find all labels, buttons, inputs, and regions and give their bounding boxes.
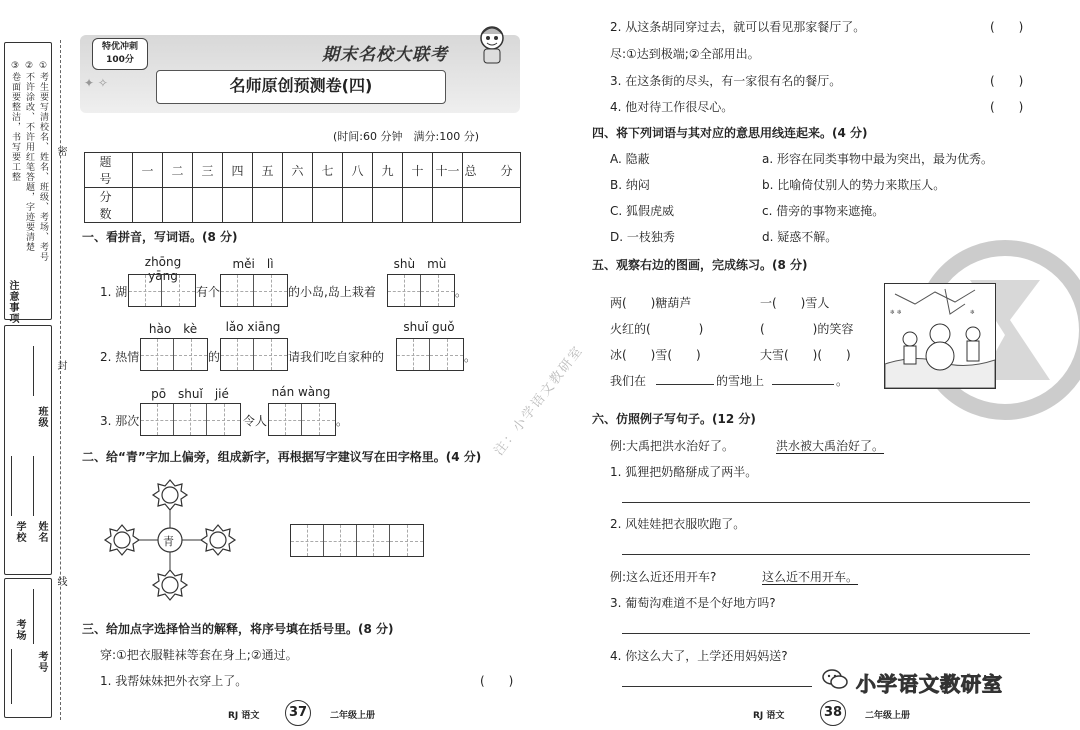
match-right-item[interactable]: d. 疑惑不解。 bbox=[762, 230, 838, 244]
match-right-item[interactable]: b. 比喻倚仗别人的势力来欺压人。 bbox=[762, 178, 946, 192]
score-cell: 九 bbox=[373, 153, 403, 188]
number-label: 考号 bbox=[36, 651, 47, 673]
q3-num: 3. 那次 bbox=[100, 414, 140, 428]
writing-grid[interactable] bbox=[128, 274, 196, 307]
score-table-header-row bbox=[85, 153, 521, 188]
footer-grade: 二年级上册 bbox=[330, 711, 376, 721]
score-input-cell[interactable] bbox=[223, 188, 253, 223]
score-input-cell[interactable] bbox=[343, 188, 373, 223]
fill-line[interactable] bbox=[772, 384, 834, 385]
score-cell: 四 bbox=[223, 153, 253, 188]
pinyin: pō shuǐ jié bbox=[151, 387, 229, 401]
footer-right bbox=[715, 700, 955, 724]
class-label: 班级 bbox=[36, 406, 47, 428]
footer-left bbox=[190, 700, 430, 724]
room-field[interactable] bbox=[11, 649, 12, 704]
sec3-q1: 1. 我帮妹妹把外衣穿上了。 bbox=[100, 674, 248, 688]
score-input-cell[interactable] bbox=[283, 188, 313, 223]
badge-line1: 特优冲刺 bbox=[101, 42, 138, 52]
section2-title: 二、给“青”字加上偏旁，组成新字，再根据写字建议写在田字格里。(4 分) bbox=[82, 450, 482, 464]
snow-scene-picture bbox=[884, 283, 996, 389]
score-input-cell[interactable] bbox=[373, 188, 403, 223]
match-left-item[interactable]: D. 一枝独秀 bbox=[610, 230, 675, 244]
score-cell: 二 bbox=[163, 153, 193, 188]
sec3-q3: 3. 在这条街的尽头，有一家很有名的餐厅。 bbox=[610, 74, 842, 88]
answer-paren[interactable]: ( ) bbox=[480, 674, 514, 688]
score-input-cell[interactable] bbox=[403, 188, 433, 223]
pinyin: shuǐ guǒ bbox=[403, 320, 455, 334]
writing-grid[interactable] bbox=[387, 274, 455, 307]
footer-subject: RJ 语文 bbox=[228, 711, 260, 721]
answer-line[interactable] bbox=[622, 502, 1030, 503]
answer-line[interactable] bbox=[622, 633, 1030, 634]
center-char: 青 bbox=[163, 535, 174, 548]
score-cell: 五 bbox=[253, 153, 283, 188]
example-1: 例:大禹把洪水治好了。 bbox=[610, 439, 735, 453]
footer-grade: 二年级上册 bbox=[865, 711, 911, 721]
footer-subject: RJ 语文 bbox=[753, 711, 785, 721]
page-title: 名师原创预测卷(四) bbox=[156, 70, 446, 104]
match-right-item[interactable]: a. 形容在同类事物中最为突出，最为优秀。 bbox=[762, 152, 993, 166]
match-right-item[interactable]: c. 借旁的事物来遮掩。 bbox=[762, 204, 885, 218]
score-input-cell[interactable] bbox=[313, 188, 343, 223]
info-box-exam bbox=[4, 578, 52, 718]
diagonal-watermark: 注：小学语文教研室 bbox=[491, 342, 587, 459]
score-input-cell[interactable] bbox=[193, 188, 223, 223]
match-left-item[interactable]: B. 纳闷 bbox=[610, 178, 650, 192]
binding-dashed-line bbox=[60, 40, 61, 720]
fill-item[interactable]: 火红的( ) bbox=[610, 322, 704, 336]
school-field[interactable] bbox=[11, 456, 12, 516]
name-label: 姓名 bbox=[36, 521, 47, 543]
jin-definition: 尽:①达到极端;②全部用出。 bbox=[610, 47, 760, 61]
writing-grid[interactable] bbox=[220, 274, 288, 307]
q1-end: 。 bbox=[455, 285, 468, 299]
answer-line[interactable] bbox=[622, 686, 812, 687]
q2-num: 2. 热情 bbox=[100, 350, 140, 364]
notice-text-3: ③卷面要整洁，书写要工整 bbox=[10, 61, 20, 182]
svg-text:❄: ❄ bbox=[970, 309, 976, 316]
section1-title: 一、看拼音，写词语。(8 分) bbox=[82, 230, 238, 244]
fill-text: 的雪地上 bbox=[716, 374, 765, 388]
badge-line2: 100分 bbox=[106, 55, 134, 65]
q1-text: 有个 bbox=[196, 285, 221, 299]
score-cell: 六 bbox=[283, 153, 313, 188]
chuan-definition: 穿:①把衣服鞋袜等套在身上;②通过。 bbox=[100, 648, 298, 662]
fill-text: 。 bbox=[836, 374, 849, 388]
wechat-watermark: 小学语文教研室 bbox=[856, 672, 1003, 696]
example-1-answer: 洪水被大禹治好了。 bbox=[776, 439, 885, 453]
badge bbox=[92, 38, 148, 70]
q3-text: 令人 bbox=[243, 414, 268, 428]
seal-mark-1: 密 bbox=[55, 146, 66, 157]
q3-end: 。 bbox=[336, 414, 349, 428]
name-field[interactable] bbox=[33, 456, 34, 516]
pinyin: nán wàng bbox=[271, 385, 331, 399]
sec6-q4: 4. 你这么大了，上学还用妈妈送? bbox=[610, 649, 788, 663]
writing-grid[interactable] bbox=[396, 338, 464, 371]
fill-item[interactable]: 冰( )雪( ) bbox=[610, 348, 701, 362]
score-cell: 总 分 bbox=[463, 153, 521, 188]
match-left-item[interactable]: A. 隐蔽 bbox=[610, 152, 650, 166]
q2-end: 。 bbox=[464, 350, 477, 364]
section6-title: 六、仿照例子写句子。(12 分) bbox=[592, 412, 756, 426]
fill-item[interactable]: 两( )糖葫芦 bbox=[610, 296, 692, 310]
score-input-cell[interactable] bbox=[253, 188, 283, 223]
example-2-answer: 这么近不用开车。 bbox=[762, 570, 859, 584]
answer-paren[interactable]: ( ) bbox=[990, 100, 1024, 114]
class-field[interactable] bbox=[33, 346, 34, 396]
brand-title: 期末名校大联考 bbox=[322, 45, 448, 65]
score-row-label: 分 数 bbox=[85, 188, 133, 223]
answer-line[interactable] bbox=[622, 554, 1030, 555]
writing-grid[interactable] bbox=[220, 338, 288, 371]
number-field[interactable] bbox=[33, 589, 34, 644]
section4-title: 四、将下列词语与其对应的意思用线连起来。(4 分) bbox=[592, 126, 868, 140]
pinyin: zhōng yāng bbox=[144, 255, 182, 283]
score-table-score-row bbox=[85, 188, 521, 223]
pinyin: shù mù bbox=[393, 257, 447, 271]
score-cell: 一 bbox=[133, 153, 163, 188]
fill-item[interactable]: ( )的笑容 bbox=[760, 322, 854, 336]
score-cell: 十一 bbox=[433, 153, 463, 188]
answer-paren[interactable]: ( ) bbox=[990, 74, 1024, 88]
score-cell: 十 bbox=[403, 153, 433, 188]
notice-box bbox=[4, 42, 52, 320]
wechat-icon bbox=[822, 668, 848, 690]
sec3-q2: 2. 从这条胡同穿过去，就可以看见那家餐厅了。 bbox=[610, 20, 866, 34]
notice-text-1: ①考生要写清校名、姓名、班级、考场、考号 bbox=[38, 61, 48, 262]
svg-text:❄ ❄: ❄ ❄ bbox=[890, 309, 902, 316]
answer-paren[interactable]: ( ) bbox=[990, 20, 1024, 34]
score-cell: 题 号 bbox=[85, 153, 133, 188]
score-table bbox=[84, 152, 521, 223]
time-info: (时间:60 分钟 满分:100 分) bbox=[333, 130, 479, 143]
score-cell: 七 bbox=[313, 153, 343, 188]
fill-item[interactable]: 一( )雪人 bbox=[760, 296, 830, 310]
seal-mark-3: 线 bbox=[55, 576, 66, 587]
fill-text: 我们在 bbox=[610, 374, 647, 388]
score-input-cell[interactable] bbox=[463, 188, 521, 223]
notice-label: 注意事项 bbox=[7, 280, 18, 324]
q2-text: 的 bbox=[208, 350, 221, 364]
q1-text: 的小岛,岛上栽着 bbox=[288, 285, 376, 299]
score-cell: 八 bbox=[343, 153, 373, 188]
q2-text: 请我们吃自家种的 bbox=[288, 350, 385, 364]
example-2: 例:这么近还用开车? bbox=[610, 570, 717, 584]
pinyin: hào kè bbox=[148, 322, 198, 336]
score-input-cell[interactable] bbox=[433, 188, 463, 223]
fill-line[interactable] bbox=[656, 384, 714, 385]
room-label: 考场 bbox=[14, 619, 25, 641]
writing-grid[interactable] bbox=[268, 403, 336, 436]
seal-mark-2: 封 bbox=[55, 360, 66, 371]
score-input-cell[interactable] bbox=[163, 188, 193, 223]
writing-grid[interactable] bbox=[140, 403, 241, 436]
school-label: 学校 bbox=[14, 521, 25, 543]
writing-grid[interactable] bbox=[290, 524, 424, 557]
sec6-q3: 3. 葡萄沟难道不是个好地方吗? bbox=[610, 596, 776, 610]
sec6-q2: 2. 风娃娃把衣服吹跑了。 bbox=[610, 517, 746, 531]
section5-title: 五、观察右边的图画，完成练习。(8 分) bbox=[592, 258, 808, 272]
info-box-class bbox=[4, 325, 52, 575]
match-left-item[interactable]: C. 狐假虎威 bbox=[610, 204, 675, 218]
page-number: 38 bbox=[820, 700, 846, 726]
page-number: 37 bbox=[285, 700, 311, 726]
mascot-icon bbox=[474, 24, 510, 66]
pinyin: měi lì bbox=[232, 257, 274, 271]
sec6-q1: 1. 狐狸把奶酪掰成了两半。 bbox=[610, 465, 758, 479]
fill-item[interactable]: 大雪( )( ) bbox=[760, 348, 851, 362]
section3-title: 三、给加点字选择恰当的解释，将序号填在括号里。(8 分) bbox=[82, 622, 394, 636]
notice-text-2: ②不许涂改、不许用红笔答题，字迹要清楚 bbox=[24, 61, 34, 252]
q1-num: 1. 湖 bbox=[100, 285, 128, 299]
sec3-q4: 4. 他对待工作很尽心。 bbox=[610, 100, 734, 114]
score-cell: 三 bbox=[193, 153, 223, 188]
writing-grid[interactable] bbox=[140, 338, 208, 371]
star-decoration-icon: ✦ ✧ bbox=[84, 76, 108, 90]
score-input-cell[interactable] bbox=[133, 188, 163, 223]
pinyin: lǎo xiāng bbox=[225, 320, 281, 334]
